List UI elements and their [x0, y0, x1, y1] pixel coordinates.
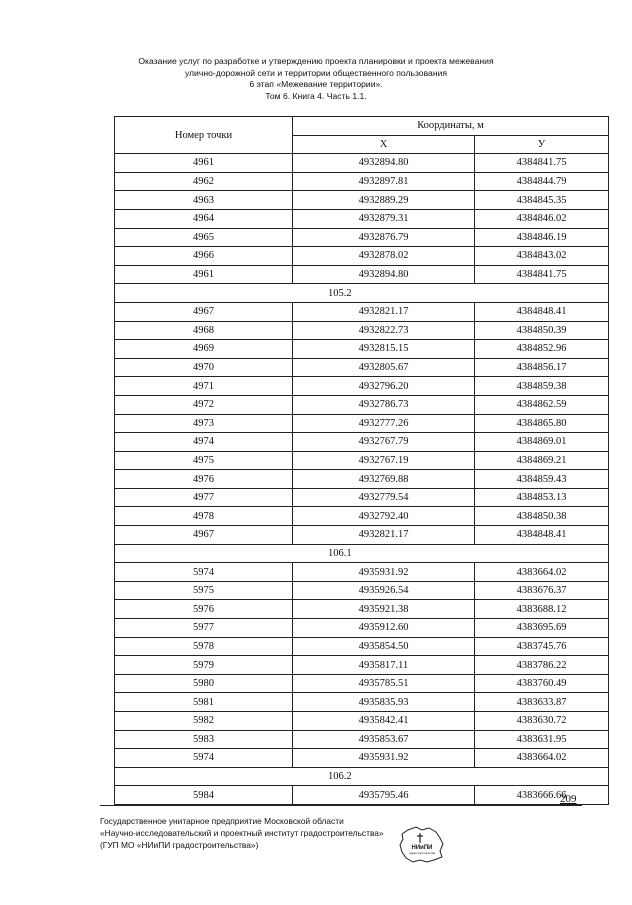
x-coordinate-cell: 4932894.80: [293, 154, 475, 173]
point-number-cell: 5980: [115, 674, 293, 693]
y-coordinate-cell: 4383760.49: [475, 674, 609, 693]
point-number-cell: 4976: [115, 470, 293, 489]
x-coordinate-cell: 4935842.41: [293, 712, 475, 731]
column-header-point-number: Номер точки: [115, 117, 293, 154]
point-number-cell: 4964: [115, 209, 293, 228]
x-coordinate-cell: 4932796.20: [293, 377, 475, 396]
point-number-cell: 4970: [115, 358, 293, 377]
point-number-cell: 4975: [115, 451, 293, 470]
point-number-cell: 4963: [115, 191, 293, 210]
point-number-cell: 4962: [115, 172, 293, 191]
y-coordinate-cell: 4384846.02: [475, 209, 609, 228]
x-coordinate-cell: 4935785.51: [293, 674, 475, 693]
x-coordinate-cell: 4932767.79: [293, 433, 475, 452]
x-coordinate-cell: 4932822.73: [293, 321, 475, 340]
y-coordinate-cell: 4384846.19: [475, 228, 609, 247]
x-coordinate-cell: 4932786.73: [293, 395, 475, 414]
footer-line-3: (ГУП МО «НИиПИ градостроительства»): [100, 840, 259, 850]
section-row: [115, 284, 609, 303]
y-coordinate-cell: 4383630.72: [475, 712, 609, 731]
coordinates-table-body: [115, 154, 609, 805]
point-number-cell: 5984: [115, 786, 293, 805]
y-coordinate-cell: 4384850.39: [475, 321, 609, 340]
y-coordinate-cell: 4384852.96: [475, 340, 609, 359]
point-number-cell: 5975: [115, 581, 293, 600]
table-row: [115, 228, 609, 247]
y-coordinate-cell: 4384859.43: [475, 470, 609, 489]
table-row: [115, 488, 609, 507]
section-label-cell: [115, 284, 609, 303]
point-number-cell: 4977: [115, 488, 293, 507]
table-row: [115, 712, 609, 731]
table-row: [115, 656, 609, 675]
x-coordinate-cell: 4935853.67: [293, 730, 475, 749]
table-row: [115, 172, 609, 191]
y-coordinate-cell: 4384862.59: [475, 395, 609, 414]
header-line-2: улично-дорожной сети и территории общественного пользования: [184, 67, 448, 78]
footer-line-1: Государственное унитарное предприятие Московской области: [100, 816, 344, 826]
table-row: [115, 619, 609, 638]
document-header: [0, 56, 632, 102]
x-coordinate-cell: 4932777.26: [293, 414, 475, 433]
section-row: [115, 544, 609, 563]
point-number-cell: 5977: [115, 619, 293, 638]
point-number-cell: 5974: [115, 563, 293, 582]
point-number-cell: 4972: [115, 395, 293, 414]
table-row: [115, 749, 609, 768]
table-row: [115, 526, 609, 545]
table-row: [115, 637, 609, 656]
point-number-cell: 4967: [115, 526, 293, 545]
table-row: [115, 247, 609, 266]
x-coordinate-cell: 4935926.54: [293, 581, 475, 600]
coordinates-table: [114, 116, 609, 805]
table-row: [115, 154, 609, 173]
section-row: [115, 767, 609, 786]
y-coordinate-cell: 4383695.69: [475, 619, 609, 638]
header-line-3: 6 этап «Межевание территории».: [249, 79, 383, 90]
x-coordinate-cell: 4932767.19: [293, 451, 475, 470]
x-coordinate-cell: 4935835.93: [293, 693, 475, 712]
institute-logo: [398, 824, 446, 864]
y-coordinate-cell: 4383745.76: [475, 637, 609, 656]
table-row: [115, 302, 609, 321]
y-coordinate-cell: 4384844.79: [475, 172, 609, 191]
y-coordinate-cell: 4383664.02: [475, 563, 609, 582]
section-label: 105.2: [328, 287, 352, 299]
point-number-cell: 4966: [115, 247, 293, 266]
y-coordinate-cell: 4383676.37: [475, 581, 609, 600]
x-coordinate-cell: 4932889.29: [293, 191, 475, 210]
point-number-cell: 4968: [115, 321, 293, 340]
x-coordinate-cell: 4935854.50: [293, 637, 475, 656]
point-number-cell: 5979: [115, 656, 293, 675]
table-row: [115, 321, 609, 340]
header-line-1: Оказание услуг по разработке и утверждению проекта планировки и проекта межевания: [138, 56, 494, 66]
moscow-region-outline-icon: [398, 824, 446, 864]
y-coordinate-cell: 4383786.22: [475, 656, 609, 675]
section-label: 106.1: [328, 547, 352, 559]
x-coordinate-cell: 4935912.60: [293, 619, 475, 638]
x-coordinate-cell: 4935931.92: [293, 563, 475, 582]
column-header-y: У: [475, 135, 609, 154]
point-number-cell: 4967: [115, 302, 293, 321]
footer-divider: [100, 805, 582, 806]
table-row: [115, 395, 609, 414]
y-coordinate-cell: 4384869.21: [475, 451, 609, 470]
table-row: [115, 786, 609, 805]
y-coordinate-cell: 4383633.87: [475, 693, 609, 712]
y-coordinate-cell: 4384848.41: [475, 302, 609, 321]
point-number-cell: 5981: [115, 693, 293, 712]
x-coordinate-cell: 4932815.15: [293, 340, 475, 359]
y-coordinate-cell: 4384848.41: [475, 526, 609, 545]
point-number-cell: 5978: [115, 637, 293, 656]
table-row: [115, 191, 609, 210]
x-coordinate-cell: 4932769.88: [293, 470, 475, 489]
point-number-cell: 4974: [115, 433, 293, 452]
table-row: [115, 433, 609, 452]
x-coordinate-cell: 4932876.79: [293, 228, 475, 247]
y-coordinate-cell: 4384859.38: [475, 377, 609, 396]
point-number-cell: 4961: [115, 265, 293, 284]
point-number-cell: 4973: [115, 414, 293, 433]
x-coordinate-cell: 4932897.81: [293, 172, 475, 191]
column-header-x: X: [293, 135, 475, 154]
section-label-cell: [115, 767, 609, 786]
y-coordinate-cell: 4384869.01: [475, 433, 609, 452]
point-number-cell: 4961: [115, 154, 293, 173]
x-coordinate-cell: 4932879.31: [293, 209, 475, 228]
table-row: [115, 693, 609, 712]
point-number-cell: 4971: [115, 377, 293, 396]
point-number-cell: 4965: [115, 228, 293, 247]
header-line-4: Том 6. Книга 4. Часть 1.1.: [265, 90, 367, 101]
x-coordinate-cell: 4935921.38: [293, 600, 475, 619]
y-coordinate-cell: 4383664.02: [475, 749, 609, 768]
column-header-coordinates: Координаты, м: [293, 117, 609, 136]
table-row: [115, 414, 609, 433]
point-number-cell: 5983: [115, 730, 293, 749]
y-coordinate-cell: 4384843.02: [475, 247, 609, 266]
table-row: [115, 730, 609, 749]
table-row: [115, 563, 609, 582]
table-row: [115, 265, 609, 284]
y-coordinate-cell: 4383666.66: [475, 786, 609, 805]
x-coordinate-cell: 4932779.54: [293, 488, 475, 507]
y-coordinate-cell: 4384850.38: [475, 507, 609, 526]
document-footer: [100, 815, 384, 851]
y-coordinate-cell: 4384853.13: [475, 488, 609, 507]
x-coordinate-cell: 4935931.92: [293, 749, 475, 768]
table-row: [115, 507, 609, 526]
x-coordinate-cell: 4935795.46: [293, 786, 475, 805]
table-row: [115, 451, 609, 470]
point-number-cell: 4978: [115, 507, 293, 526]
table-row: [115, 209, 609, 228]
x-coordinate-cell: 4932821.17: [293, 526, 475, 545]
y-coordinate-cell: 4383688.12: [475, 600, 609, 619]
logo-text: НИиПИ: [411, 845, 433, 851]
footer-line-2: «Научно-исследовательский и проектный институт градостроительства»: [100, 828, 384, 838]
table-row: [115, 674, 609, 693]
y-coordinate-cell: 4384841.75: [475, 154, 609, 173]
y-coordinate-cell: 4384845.35: [475, 191, 609, 210]
page-number: 209: [560, 793, 577, 805]
x-coordinate-cell: 4932878.02: [293, 247, 475, 266]
y-coordinate-cell: 4384865.80: [475, 414, 609, 433]
section-label-cell: [115, 544, 609, 563]
y-coordinate-cell: 4384856.17: [475, 358, 609, 377]
y-coordinate-cell: 4384841.75: [475, 265, 609, 284]
point-number-cell: 4969: [115, 340, 293, 359]
table-row: [115, 340, 609, 359]
table-row: [115, 358, 609, 377]
table-row: [115, 600, 609, 619]
point-number-cell: 5976: [115, 600, 293, 619]
table-row: [115, 470, 609, 489]
table-row: [115, 581, 609, 600]
point-number-cell: 5974: [115, 749, 293, 768]
x-coordinate-cell: 4932792.40: [293, 507, 475, 526]
table-row: [115, 377, 609, 396]
section-label: 106.2: [328, 771, 352, 783]
x-coordinate-cell: 4935817.11: [293, 656, 475, 675]
x-coordinate-cell: 4932821.17: [293, 302, 475, 321]
y-coordinate-cell: 4383631.95: [475, 730, 609, 749]
x-coordinate-cell: 4932894.80: [293, 265, 475, 284]
x-coordinate-cell: 4932805.67: [293, 358, 475, 377]
logo-subtext: градостроительства: [408, 851, 436, 855]
point-number-cell: 5982: [115, 712, 293, 731]
